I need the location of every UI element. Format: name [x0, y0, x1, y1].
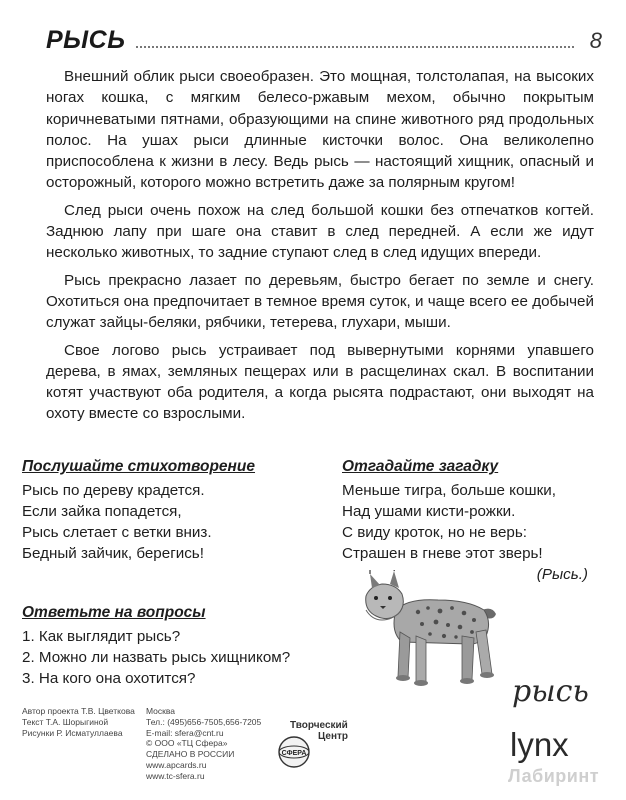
sphere-icon [276, 732, 316, 772]
lynx-illustration [358, 570, 508, 692]
publisher-line: E-mail: sfera@cnt.ru [146, 727, 224, 738]
credit-line: Рисунки Р. Исматуллаева [22, 727, 123, 738]
credits-block [22, 706, 135, 738]
paragraph: След рыси очень похож на след большой кошки без отпечатков когтей. Заднюю лапу при шаге она ставит в след передней. А если же идут несколько животных, то задние ступают след в след идущих впереди. [46, 201, 594, 262]
dotted-leader [136, 46, 574, 48]
riddle-heading: Отгадайте загадку [342, 458, 499, 475]
poem-line: Если зайка попадется, [22, 503, 182, 520]
poem-line: Бедный зайчик, берегись! [22, 545, 204, 562]
publisher-line: СДЕЛАНО В РОССИИ [146, 749, 235, 760]
poem-line: Рысь слетает с ветки вниз. [22, 524, 212, 541]
riddle-line: Меньше тигра, больше кошки, [342, 482, 556, 499]
question-item: 3. На кого она охотится? [22, 670, 196, 687]
word-russian: рысь [512, 674, 589, 709]
page-header [46, 26, 602, 56]
publisher-info [146, 706, 261, 782]
credit-line: Текст Т.А. Шорыгиной [22, 716, 109, 727]
paragraph: Внешний облик рыси своеобразен. Это мощная, толстолапая, на высоких ногах кошка, с мягким белесо-ржавым мехом, обычно покрытым коричневатыми пятнами, образующими на спине животного ряд продольных полос. На ушах рыси длинные кисточки волос. Она великолепно приспособлена к жизни в лесу. Ведь рысь — настоящий хищник, опасный и осторожный, которого можно встретить даже за полярным кругом! [46, 68, 594, 192]
poem-line: Рысь по дереву крадется. [22, 482, 205, 499]
riddle-line: С виду кроток, но не верь: [342, 524, 527, 541]
watermark: Лабиринт [508, 766, 600, 786]
page-number: 8 [589, 28, 602, 53]
riddle-line: Над ушами кисти-рожки. [342, 503, 516, 520]
brand-line: Центр [318, 731, 349, 742]
publisher-line: Тел.: (495)656-7505,656-7205 [146, 716, 262, 727]
page-title: РЫСЬ [46, 26, 126, 54]
questions-section [22, 604, 362, 689]
publisher-line: © ООО «ТЦ Сфера» [146, 738, 228, 749]
publisher-line: www.tc-sfera.ru [146, 770, 205, 781]
publisher-line: www.apcards.ru [146, 759, 207, 770]
riddle-answer: (Рысь.) [536, 566, 588, 583]
publisher-logo [276, 720, 366, 770]
poem-section [22, 458, 322, 564]
logo-text: СФЕРА [281, 750, 307, 757]
riddle-line: Страшен в гневе этот зверь! [342, 545, 543, 562]
brand-line: Творческий [290, 720, 348, 731]
publisher-line: Москва [146, 706, 176, 716]
credit-line: Автор проекта Т.В. Цветкова [22, 706, 135, 716]
riddle-section [342, 458, 612, 585]
question-item: 2. Можно ли назвать рысь хищником? [22, 649, 291, 666]
word-english: lynx [510, 726, 569, 763]
question-item: 1. Как выглядит рысь? [22, 628, 181, 645]
paragraph: Рысь прекрасно лазает по деревьям, быстро бегает по земле и снегу. Охотиться она предпочитает в темное время суток, и чаще всего ее добычей служат зайцы-беляки, рябчики, тетерева, глухари, мыши. [46, 271, 594, 332]
article-text [46, 66, 594, 431]
questions-heading: Ответьте на вопросы [22, 604, 206, 621]
poem-heading: Послушайте стихотворение [22, 458, 256, 475]
paragraph: Свое логово рысь устраивает под вывернутыми корнями упавшего дерева, в ямах, земляных пещерах или в расщелинах скал. В воспитании котят участвуют оба родителя, а когда рысята подрастают, они выходят на охоту вместе со взрослыми. [46, 341, 594, 423]
